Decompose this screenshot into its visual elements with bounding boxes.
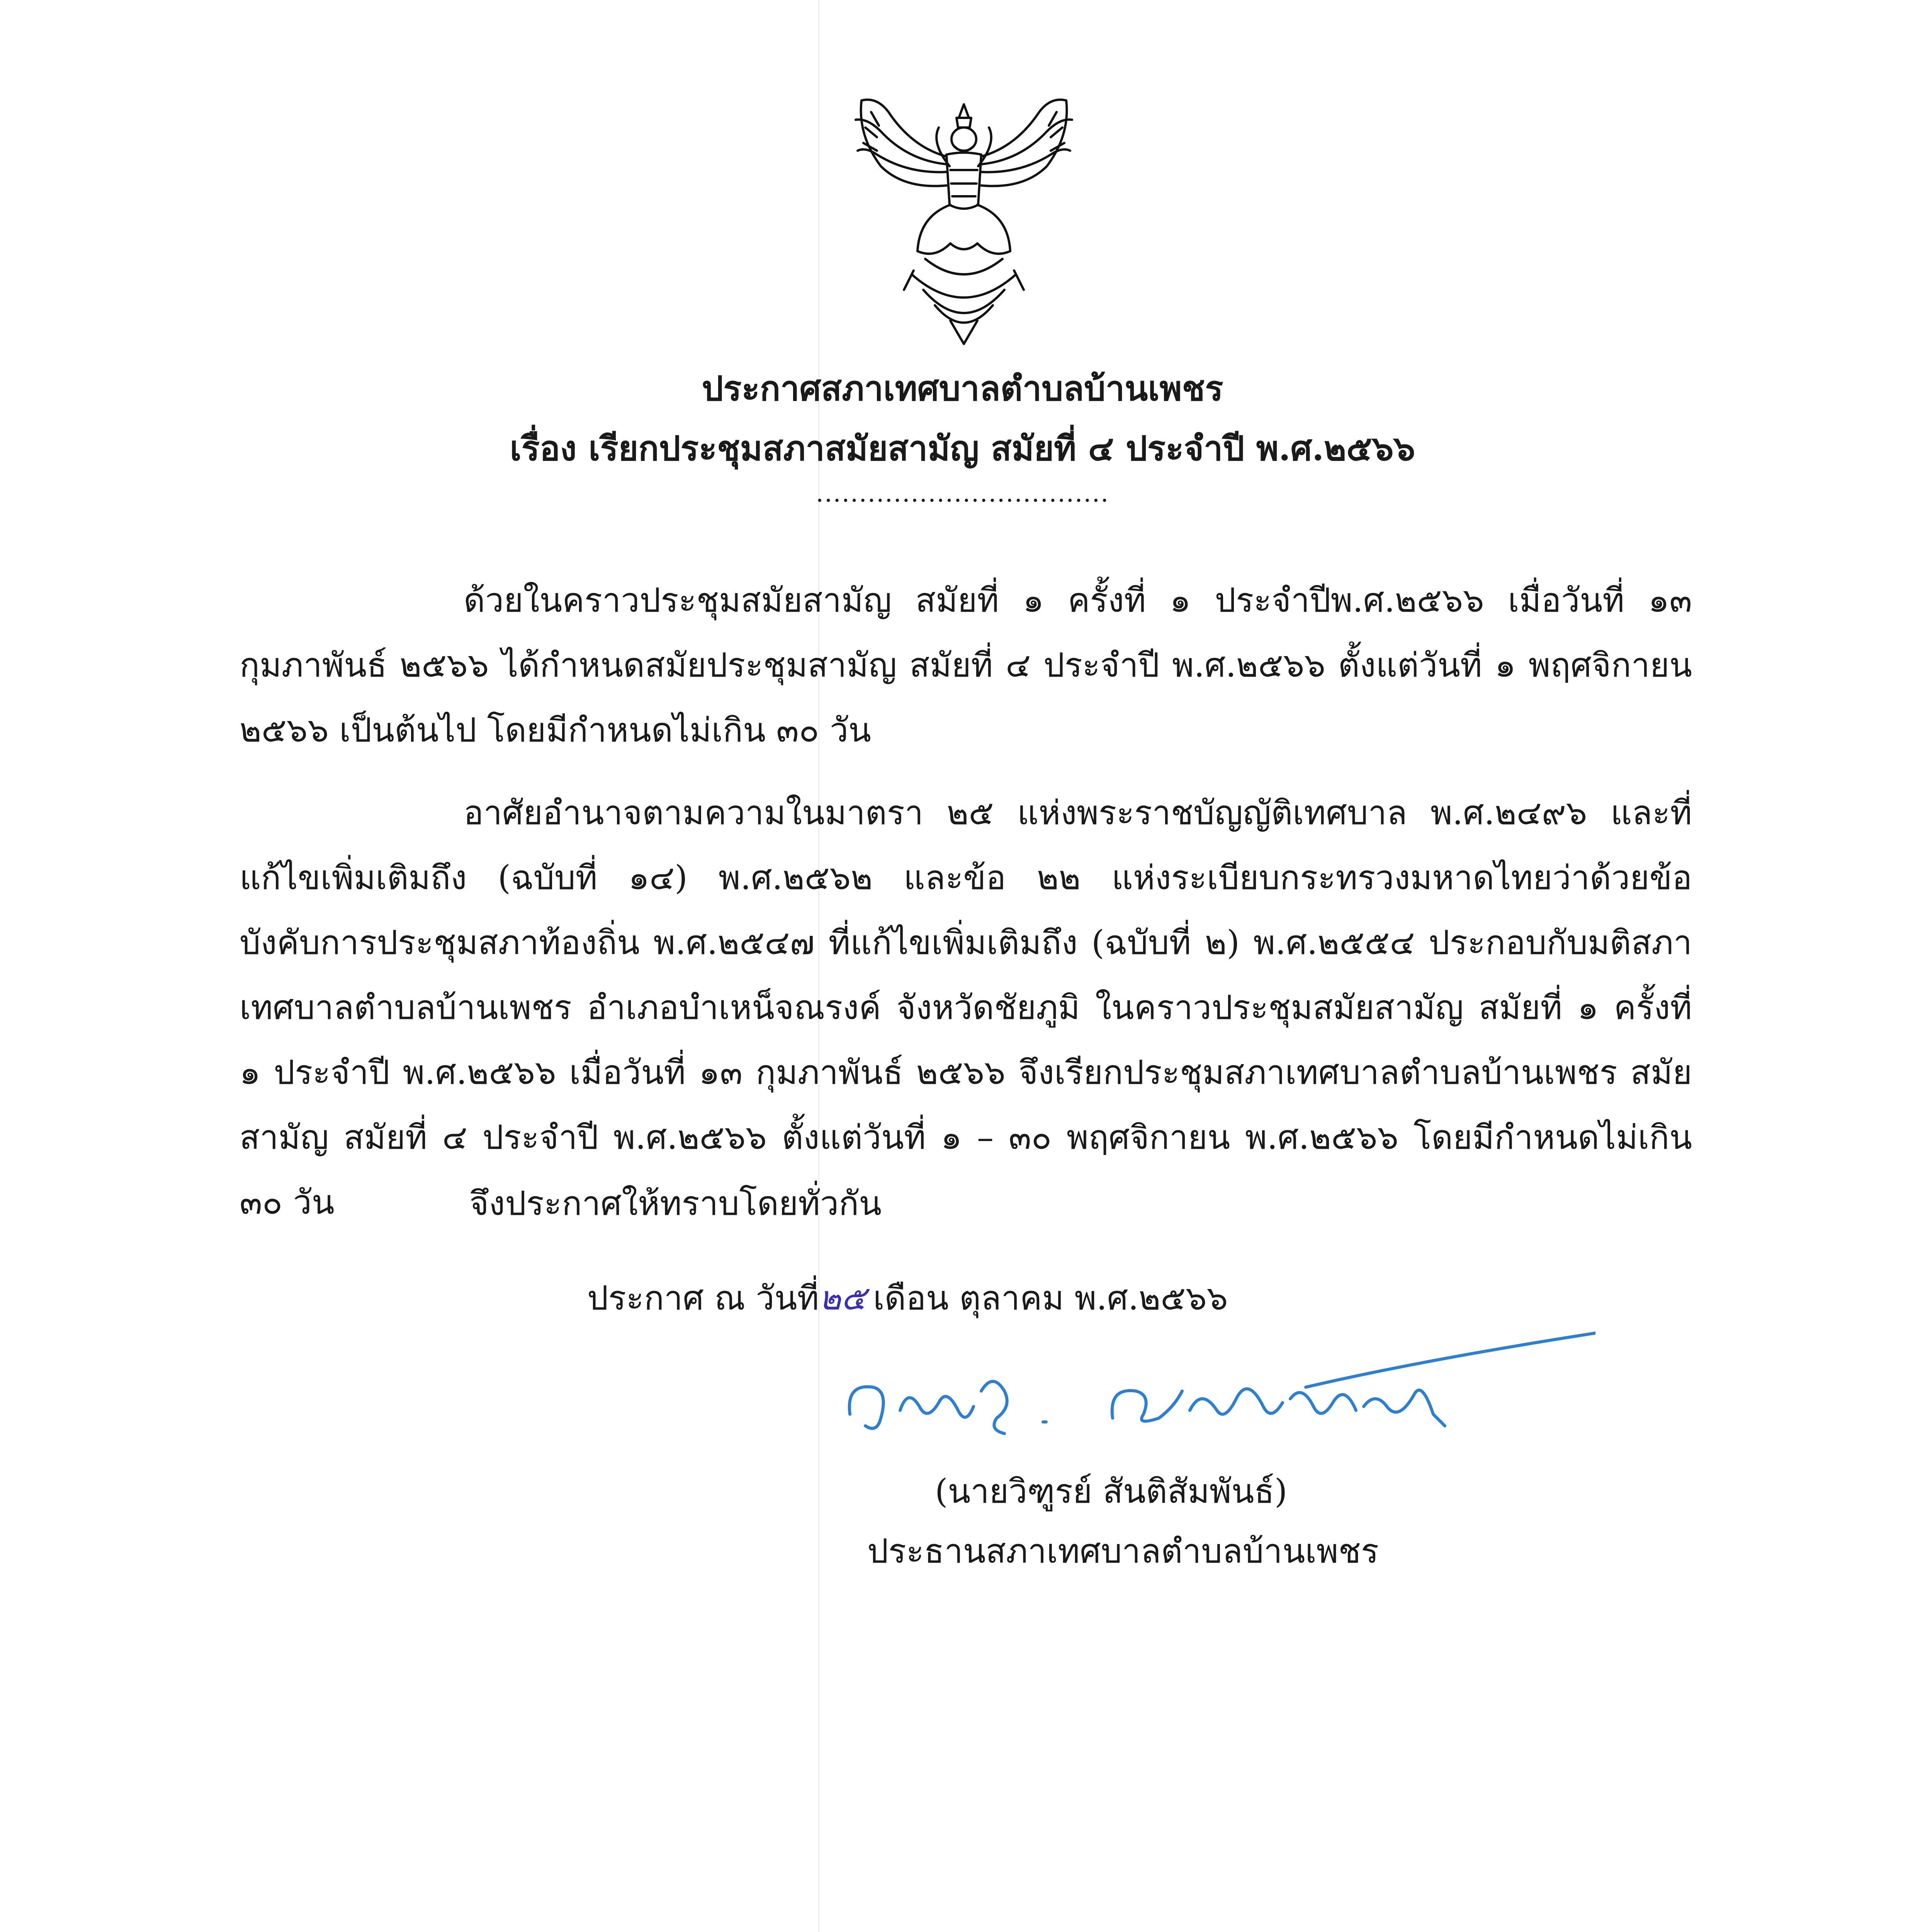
date-suffix: เดือน ตุลาคม พ.ศ.๒๕๖๖	[873, 1279, 1228, 1318]
paragraph-1-text: ด้วยในคราวประชุมสมัยสามัญ สมัยที่ ๑ ครั้งที่ ๑ ประจำปีพ.ศ.๒๕๖๖ เมื่อวันที่ ๑๓ กุมภาพันธ์ ๒๕๖๖ ได้กำหนดสมัยประชุมสามัญ สมัยที่ ๔ ประจำปี พ.ศ.๒๕๖๖ ตั้งแต่วันที่ ๑ พฤศจิกายน ๒๕๖๖ เป็นต้นไป โดยมีกำหนดไม่เกิน ๓๐ วัน	[240, 581, 1692, 750]
paragraph-2-text: อาศัยอำนาจตามความในมาตรา ๒๕ แห่งพระราชบัญญัติเทศบาล พ.ศ.๒๔๙๖ และที่แก้ไขเพิ่มเติมถึง (ฉบับที่ ๑๔) พ.ศ.๒๕๖๒ และข้อ ๒๒ แห่งระเบียบกระทรวงมหาดไทยว่าด้วยข้อบังคับการประชุมสภาท้องถิ่น พ.ศ.๒๕๔๗ ที่แก้ไขเพิ่มเติมถึง (ฉบับที่ ๒) พ.ศ.๒๕๕๔ ประกอบกับมติสภาเทศบาลตำบลบ้านเพชร อำเภอบำเหน็จณรงค์ จังหวัดชัยภูมิ ในคราวประชุมสมัยสามัญ สมัยที่ ๑ ครั้งที่ ๑ ประจำปี พ.ศ.๒๕๖๖ เมื่อวันที่ ๑๓ กุมภาพันธ์ ๒๕๖๖ จึงเรียกประชุมสภาเทศบาลตำบลบ้านเพชร สมัยสามัญ สมัยที่ ๔ ประจำปี พ.ศ.๒๕๖๖ ตั้งแต่วันที่ ๑ – ๓๐ พฤศจิกายน พ.ศ.๒๕๖๖ โดยมีกำหนดไม่เกิน ๓๐ วัน	[240, 794, 1692, 1222]
separator-line: ..................................	[816, 479, 1109, 508]
document-title: ประกาศสภาเทศบาลตำบลบ้านเพชร	[702, 368, 1223, 408]
garuda-emblem-icon	[834, 89, 1093, 352]
document-subject: เรื่อง เรียกประชุมสภาสมัยสามัญ สมัยที่ ๔ ประจำปี พ.ศ.๒๕๖๖	[510, 428, 1415, 468]
paragraph-1	[240, 568, 1692, 763]
date-prefix: ประกาศ ณ วันที่	[587, 1279, 819, 1318]
handwritten-signature	[842, 1329, 1595, 1457]
date-day-handwritten: ๒๕	[819, 1279, 866, 1318]
announcement-line: จึงประกาศให้ทราบโดยทั่วกัน	[469, 1184, 882, 1223]
date-line	[587, 1275, 1228, 1321]
signer-title: ประธานสภาเทศบาลตำบลบ้านเพชร	[867, 1532, 1379, 1571]
paragraph-2	[240, 781, 1692, 1235]
signer-name: (นายวิฑูรย์ สันติสัมพันธ์)	[935, 1472, 1288, 1511]
